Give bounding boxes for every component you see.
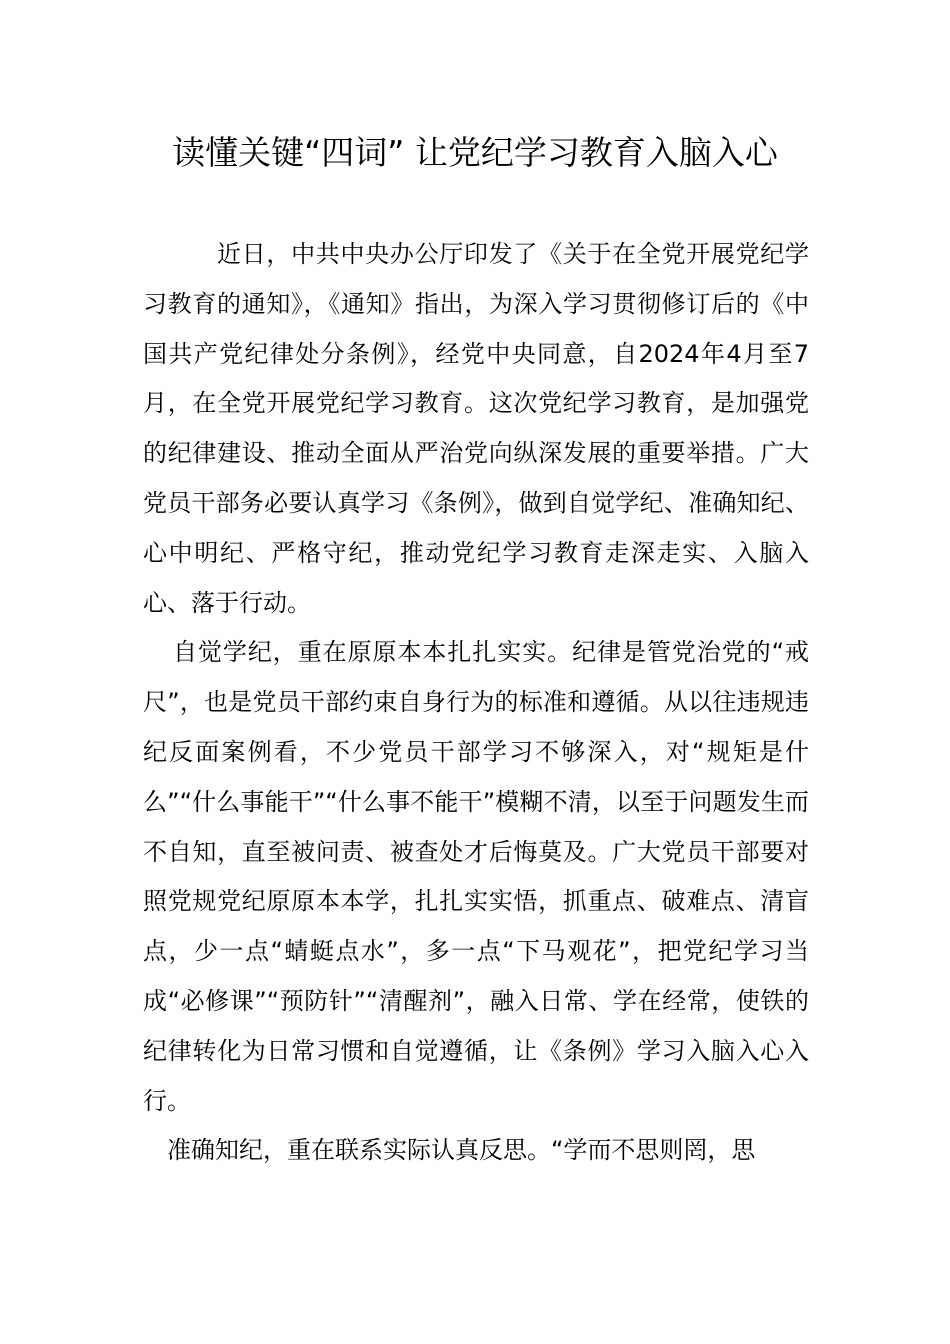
paragraph-know-discipline: 准确知纪，重在联系实际认真反思。“学而不思则罔，思 <box>167 1136 756 1165</box>
paragraph-intro: 近日，中共中央办公厅印发了《关于在全党开展党纪学习教育的通知》，《通知》指出，为深入学习贯彻修订后的《中国共产党纪律处分条例》，经党中央同意，自2024年4月至7月，在全党开展党纪学习教育。这次党纪学习教育，是加强党的纪律建设、推动全面从严治党向纵深发展的重要举措。广大党员干部务必要认真学习《条例》，做到自觉学纪、准确知纪、心中明纪、严格守纪，推动党纪学习教育走深走实、入脑入心、落于行动。 <box>143 240 809 617</box>
document-title: 读懂关键“四词” 让党纪学习教育入脑入心 <box>172 133 778 172</box>
document-body <box>143 230 809 1176</box>
paragraph-self-study: 自觉学纪，重在原原本本扎扎实实。纪律是管党治党的“戒尺”，也是党员干部约束自身行为的标准和遵循。从以往违规违纪反面案例看，不少党员干部学习不够深入，对“规矩是什么”“什么事能干”“什么事不能干”模糊不清，以至于问题发生而不自知，直至被问责、被查处才后悔莫及。广大党员干部要对照党规党纪原原本本学，扎扎实实悟，抓重点、破难点、清盲点，少一点“蜻蜓点水”，多一点“下马观花”，把党纪学习当成“必修课”“预防针”“清醒剂”，融入日常、学在经常，使铁的纪律转化为日常习惯和自觉遵循，让《条例》学习入脑入心入行。 <box>143 638 809 1115</box>
